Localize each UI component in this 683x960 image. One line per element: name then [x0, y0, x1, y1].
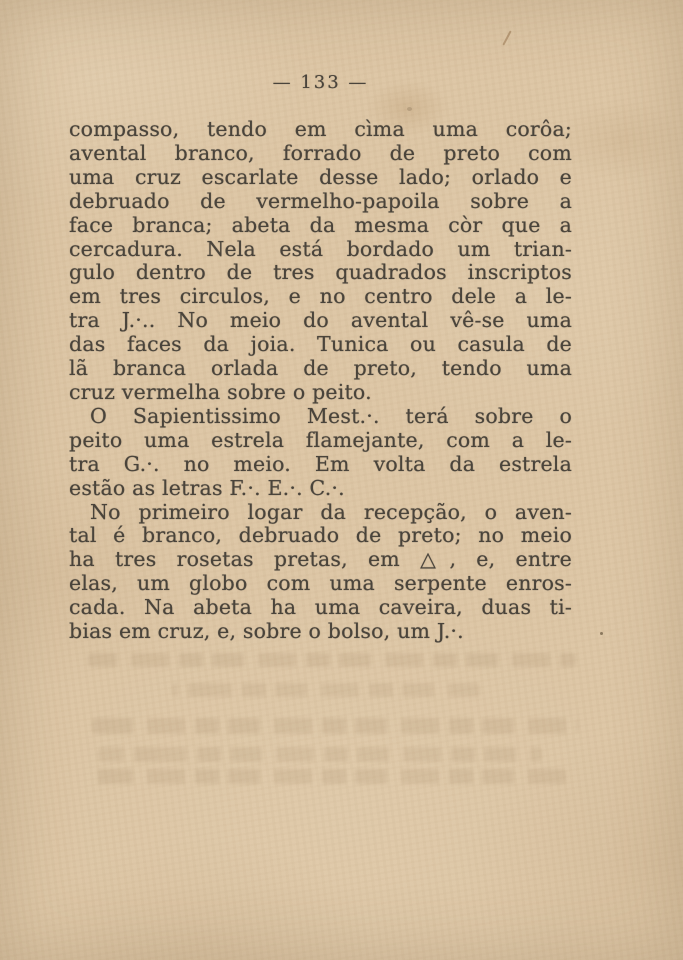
text-line: tal é branco, debruado de preto; no meio	[69, 523, 572, 548]
text-line: elas, um globo com uma serpente enros-	[69, 571, 572, 596]
paper-fiber	[502, 30, 511, 45]
text-line: avental branco, forrado de preto com	[69, 140, 572, 165]
page-number: — 133 —	[272, 72, 369, 93]
text-line: em tres circulos, e no centro dele a le-	[69, 284, 572, 309]
text-line: compasso, tendo em cìma uma corôa;	[69, 117, 572, 141]
text-line: estão as letras F.·. E.·. C.·.	[69, 475, 345, 500]
bleed-through-line	[92, 718, 578, 734]
text-line: O Sapientissimo Mest.·. terá sobre o	[90, 403, 572, 428]
text-line: cada. Na abeta ha uma caveira, duas ti-	[69, 595, 572, 620]
paragraph	[69, 501, 572, 644]
text-line: tra J.·.. No meio do avental vê-se uma	[69, 308, 572, 333]
page-text	[69, 118, 572, 644]
text-line: peito uma estrela flamejante, com a le-	[69, 427, 572, 452]
bleed-through-line	[172, 683, 480, 697]
text-line: ha tres rosetas pretas, em △, e, entre	[69, 547, 572, 572]
paragraph	[69, 118, 572, 405]
text-line: bias em cruz, e, sobre o bolso, um J.·.	[69, 619, 464, 644]
bleed-through-line	[98, 747, 542, 762]
text-line: gulo dentro de tres quadrados inscriptos	[69, 260, 572, 285]
text-line: cruz vermelha sobre o peito.	[69, 379, 372, 404]
text-line: No primeiro logar da recepção, o aven-	[90, 499, 572, 524]
bleed-through-line	[88, 769, 566, 784]
text-line: uma cruz escarlate desse lado; orlado e	[69, 164, 572, 189]
paragraph	[69, 405, 572, 501]
text-line: face branca; abeta da mesma còr que a	[69, 212, 572, 237]
paper-speck	[407, 107, 412, 111]
text-line: lã branca orlada de preto, tendo uma	[69, 356, 572, 381]
text-line: debruado de vermelho-papoila sobre a	[69, 188, 572, 213]
bleed-through-line	[88, 653, 576, 667]
text-line: cercadura. Nela está bordado um trian-	[69, 236, 572, 261]
text-line: das faces da joia. Tunica ou casula de	[69, 332, 572, 357]
paper-speck	[600, 632, 603, 635]
text-line: tra G.·. no meio. Em volta da estrela	[69, 451, 572, 476]
